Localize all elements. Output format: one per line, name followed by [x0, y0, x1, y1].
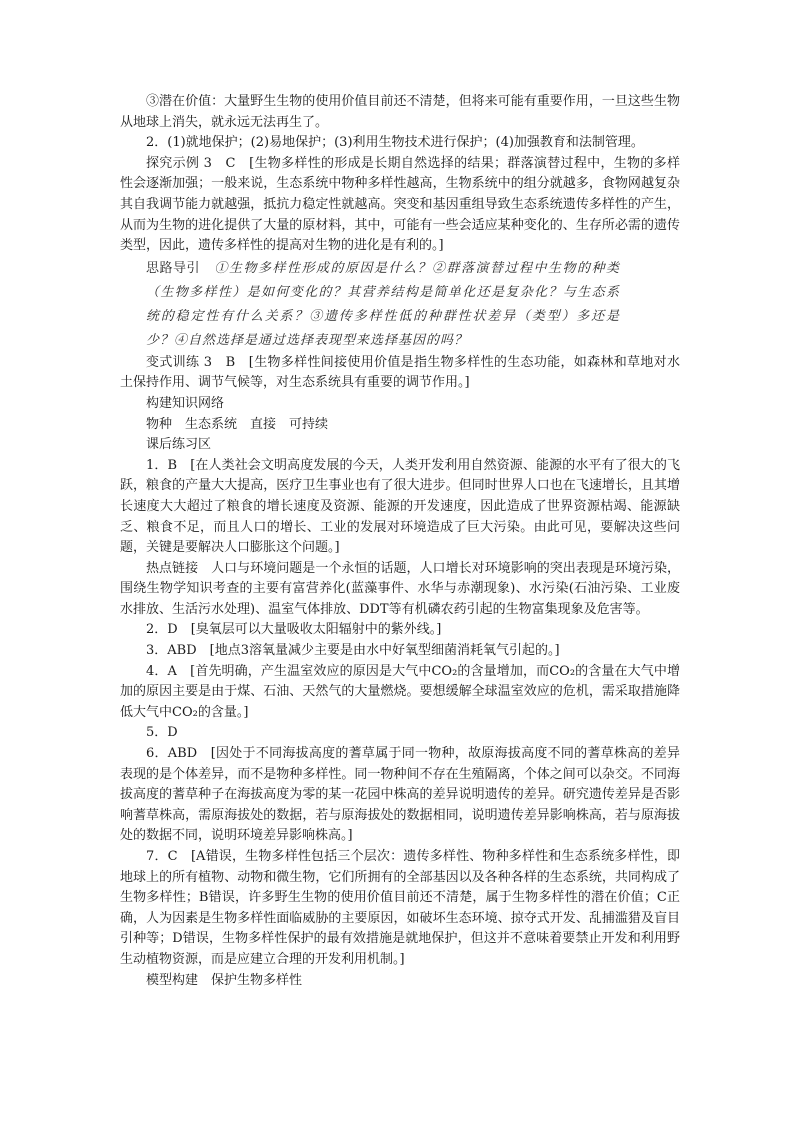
answer-7: 7．C [A错误，生物多样性包括三个层次：遗传多样性、物种多样性和生态系统多样性，即地球上的所有植物、动物和微生物，它们所拥有的全部基因以及各种各样的生态系统，共同构成了生物多样性；B错误，许多野生生物的使用价值目前还不清楚，属于生物多样性的潜在价值；C正确，人为因素是生物多样性面临威胁的主要原因，如破坏生态环境、掠夺式开发、乱捕滥猎及盲目引种等；D错误，生物多样性保护的最有效措施是就地保护，但这并不意味着要禁止开发和利用野生动植物资源，而是应建立合理的开发利用机制。] [120, 849, 680, 967]
answer-6: 6．ABD [因处于不同海拔高度的蓍草属于同一物种，故原海拔高度不同的蓍草株高的差异表现的是个体差异，而不是物种多样性。同一物种间不存在生殖隔离，个体之间可以杂交。不同海拔高度的蓍草种子在海拔高度为零的某一花园中株高的差异说明遗传的差异。研究遗传差异是否影响蓍草株高，需原海拔处的数据，若与原海拔处的数据相同，说明遗传差异影响株高，若与原海拔处的数据不同，说明环境差异影响株高。] [120, 746, 680, 844]
knowledge-network-answers: 物种 生态系统 直接 可持续 [146, 416, 329, 432]
answer-4: 4．A [首先明确，产生温室效应的原因是大气中CO₂的含量增加，而CO₂的含量在大气中增加的原因主要是由于煤、石油、天然气的大量燃烧。要想缓解全球温室效应的危机，需采取措施降低大气中CO₂的含量。] [120, 663, 680, 720]
thinking-guide-text: ①生物多样性形成的原因是什么？②群落演替过程中生物的种类（生物多样性）是如何变化的？其营养结构是简单化还是复杂化？与生态系统的稳定性有什么关系？③遗传多样性低的种群性状差异（类型）多还是少？④自然选择是通过选择表现型来选择基因的吗？ [146, 260, 620, 348]
model-building: 模型构建 保护生物多样性 [146, 972, 303, 988]
answer-2: 2．D [臭氧层可以大量吸收太阳辐射中的紫外线。] [146, 622, 442, 638]
answer-1: 1．B [在人类社会文明高度发展的今天，人类开发利用自然资源、能源的水平有了很大的飞跃，粮食的产量大大提高，医疗卫生事业也有了很大进步。但同时世界人口也在飞速增长，且其增长速度大大超过了粮食的增长速度及资源、能源的开发速度，因此造成了世界资源枯竭、能源缺乏、粮食不足，而且人口的增长、工业的发展对环境造成了巨大污染。由此可见，要解决这些问题，关键是要解决人口膨胀这个问题。] [120, 457, 680, 556]
hot-topic-link: 热点链接 人口与环境问题是一个永恒的话题，人口增长对环境影响的突出表现是环境污染，围绕生物学知识考查的主要有富营养化(蓝藻事件、水华与赤潮现象)、水污染(石油污染、工业废水排放、生活污水处理)、温室气体排放、DDT等有机磷农药引起的生物富集现象及危害等。 [120, 560, 680, 617]
paragraph-variant-training-3: 变式训练 3 B [生物多样性间接使用价值是指生物多样性的生态功能，如森林和草地对水土保持作用、调节气候等，对生态系统具有重要的调节作用。] [120, 354, 680, 391]
heading-after-class: 课后练习区 [146, 437, 212, 453]
heading-knowledge-network: 构建知识网络 [146, 395, 225, 411]
answer-5: 5．D [146, 725, 178, 741]
thinking-guide [120, 257, 680, 353]
paragraph-potential-value: ③潜在价值：大量野生生物的使用价值目前还不清楚，但将来可能有重要作用，一旦这些生物从地球上消失，就永远无法再生了。 [120, 94, 680, 130]
paragraph-protection-measures: 2．(1)就地保护；(2)易地保护；(3)利用生物技术进行保护；(4)加强教育和法制管理。 [146, 135, 644, 151]
thinking-guide-label: 思路导引 [146, 260, 200, 276]
paragraph-explore-example-3: 探究示例 3 C [生物多样性的形成是长期自然选择的结果；群落演替过程中，生物的多样性会逐渐加强；一般来说，生态系统中物种多样性越高，生物系统中的组分就越多，食物网越复杂其自我调节能力就越强，抵抗力稳定性就越高。突变和基因重组导致生态系统遗传多样性的产生，从而为生物的进化提供了大量的原材料，其中，可能有一些会适应某种变化的、生存所必需的遗传类型，因此，遗传多样性的提高对生物的进化是有利的。] [120, 155, 680, 254]
answer-3: 3．ABD [地点3溶氧量减少主要是由水中好氧型细菌消耗氧气引起的。] [146, 643, 560, 659]
document-page [120, 92, 680, 991]
